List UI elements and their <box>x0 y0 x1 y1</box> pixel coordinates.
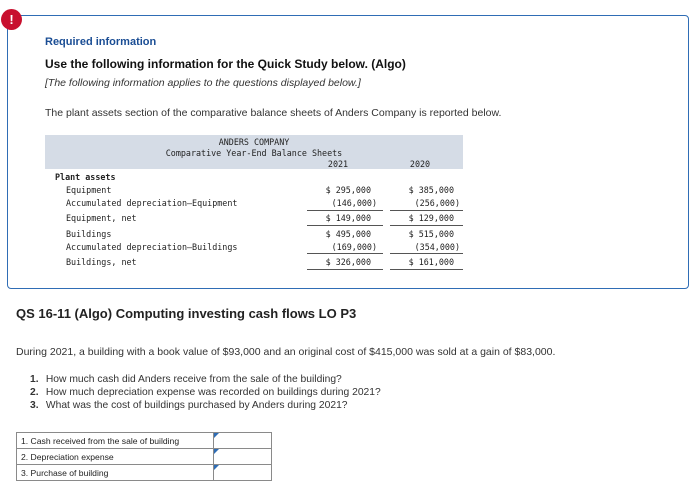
year-2020-header: 2020 <box>409 159 431 169</box>
question-number: 3. <box>30 400 39 411</box>
cell-2020: $ 129,000 <box>408 213 454 223</box>
answer-cell <box>214 449 272 465</box>
answer-label: 1. Cash received from the sale of building <box>17 433 214 449</box>
intro-text: The plant assets section of the comparative balance sheets of Anders Company is reported below. <box>45 107 502 119</box>
row-label: Equipment, net <box>66 213 137 223</box>
cell-2020: $ 385,000 <box>408 185 454 195</box>
answer-label: 2. Depreciation expense <box>17 449 214 465</box>
cell-2021: $ 495,000 <box>325 229 371 239</box>
cell-2021: $ 295,000 <box>325 185 371 195</box>
question-number: 2. <box>30 387 39 398</box>
question-text: How much cash did Anders receive from the sale of the building? <box>45 374 342 385</box>
cell-2020: $ 515,000 <box>408 229 454 239</box>
underline-2021 <box>307 225 383 226</box>
company-name: ANDERS COMPANY <box>218 137 290 147</box>
depreciation-expense-input[interactable] <box>214 449 271 464</box>
plant-assets-label: Plant assets <box>55 172 116 182</box>
question-item <box>30 386 381 399</box>
underline-2020 <box>390 225 463 226</box>
cell-2021: (169,000) <box>331 242 377 252</box>
underline-2020 <box>390 253 463 254</box>
answer-label: 3. Purchase of building <box>17 465 214 481</box>
required-info-heading: Required information <box>45 36 157 48</box>
row-label: Buildings, net <box>66 257 137 267</box>
cell-2021: $ 326,000 <box>325 257 371 267</box>
question-list <box>30 373 381 412</box>
cash-received-input[interactable] <box>214 433 271 448</box>
question-item <box>30 373 381 386</box>
row-label: Equipment <box>66 185 112 195</box>
row-label: Accumulated depreciation—Buildings <box>66 242 238 252</box>
problem-statement: During 2021, a building with a book value of $93,000 and an original cost of $415,000 was sold at a gain of $83,000. <box>16 346 556 358</box>
purchase-of-building-input[interactable] <box>214 465 271 480</box>
balance-sheet-subtitle: Comparative Year-End Balance Sheets <box>165 148 343 158</box>
underline-2021 <box>307 253 383 254</box>
cell-2021: (146,000) <box>331 198 377 208</box>
balance-sheet-table <box>45 135 463 273</box>
answer-row <box>17 433 272 449</box>
answer-cell <box>214 433 272 449</box>
row-label: Accumulated depreciation—Equipment <box>66 198 238 208</box>
underline-2020 <box>390 210 463 211</box>
quick-study-title: QS 16-11 (Algo) Computing investing cash flows LO P3 <box>16 306 357 321</box>
question-item <box>30 399 381 412</box>
double-underline-2020 <box>390 269 463 270</box>
cell-2021: $ 149,000 <box>325 213 371 223</box>
underline-2021 <box>307 210 383 211</box>
applies-note: [The following information applies to the questions displayed below.] <box>45 77 361 89</box>
cell-2020: $ 161,000 <box>408 257 454 267</box>
answer-row <box>17 449 272 465</box>
answer-table <box>16 432 272 481</box>
double-underline-2021 <box>307 269 383 270</box>
year-2021-header: 2021 <box>327 159 349 169</box>
row-label: Buildings <box>66 229 112 239</box>
question-text: How much depreciation expense was recorded on buildings during 2021? <box>45 387 381 398</box>
question-text: What was the cost of buildings purchased by Anders during 2021? <box>45 400 348 411</box>
answer-row <box>17 465 272 481</box>
question-number: 1. <box>30 374 39 385</box>
answer-cell <box>214 465 272 481</box>
instruction-text: Use the following information for the Quick Study below. (Algo) <box>45 57 406 71</box>
cell-2020: (354,000) <box>414 242 460 252</box>
exclamation-icon: ! <box>1 9 22 30</box>
cell-2020: (256,000) <box>414 198 460 208</box>
